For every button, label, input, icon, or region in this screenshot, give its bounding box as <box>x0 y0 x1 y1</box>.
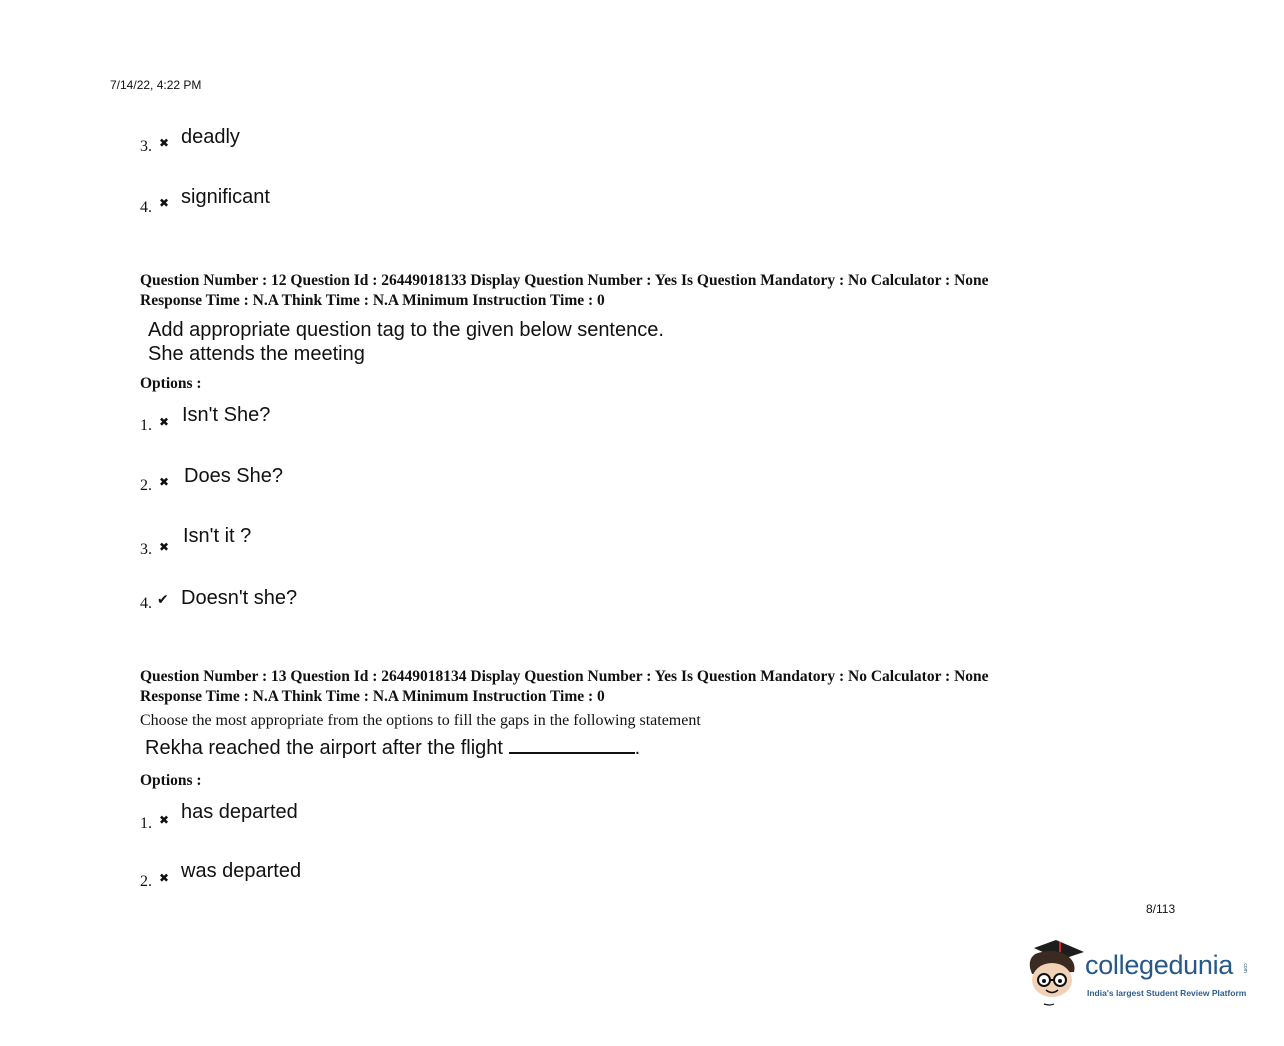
option-number: 3. <box>140 541 152 558</box>
option-text: Doesn't she? <box>181 587 298 609</box>
question-meta-line: Question Number : 12 Question Id : 26449018133 Display Question Number : Yes Is Question Mandatory : No Calculator : None <box>140 272 989 289</box>
check-icon: ✔ <box>157 592 169 608</box>
option-text: Isn't it ? <box>183 525 252 547</box>
question-text: Add appropriate question tag to the given below sentence. <box>148 319 664 341</box>
question-text: She attends the meeting <box>148 343 365 365</box>
option-number: 1. <box>140 417 152 434</box>
cross-icon: ✖ <box>159 475 170 489</box>
option-text: Isn't She? <box>182 404 271 426</box>
option-number: 4. <box>140 199 152 216</box>
cross-icon: ✖ <box>159 540 170 554</box>
option-number: 3. <box>140 138 152 155</box>
page-number: 8/113 <box>1146 902 1176 916</box>
cross-icon: ✖ <box>159 136 170 150</box>
option-text: Does She? <box>184 465 283 487</box>
question-meta-line: Response Time : N.A Think Time : N.A Minimum Instruction Time : 0 <box>140 688 605 705</box>
option-text: has departed <box>181 801 298 823</box>
question-sentence: Rekha reached the airport after the flight <box>145 737 503 759</box>
option-number: 4. <box>140 595 152 612</box>
cross-icon: ✖ <box>159 415 170 429</box>
cross-icon: ✖ <box>159 196 170 210</box>
option-text: deadly <box>181 126 240 148</box>
mascot-logo-icon <box>1024 938 1086 1008</box>
option-number: 2. <box>140 477 152 494</box>
fill-in-blank <box>509 734 635 754</box>
question-text <box>145 734 640 760</box>
options-label: Options : <box>140 772 202 789</box>
brand-logo-text: collegedunia <box>1085 950 1234 980</box>
question-meta-line: Question Number : 13 Question Id : 26449018134 Display Question Number : Yes Is Question Mandatory : No Calculator : None <box>140 668 989 685</box>
print-timestamp: 7/14/22, 4:22 PM <box>110 78 202 92</box>
sentence-end: . <box>634 737 641 759</box>
cross-icon: ✖ <box>159 813 170 827</box>
option-text: was departed <box>181 860 302 882</box>
brand-tagline: India's largest Student Review Platform <box>1087 988 1247 998</box>
question-meta-line: Response Time : N.A Think Time : N.A Minimum Instruction Time : 0 <box>140 292 605 309</box>
options-label: Options : <box>140 375 202 392</box>
option-number: 1. <box>140 815 152 832</box>
brand-logo-suffix: .com <box>1242 962 1248 973</box>
option-text: significant <box>181 186 270 208</box>
question-instruction: Choose the most appropriate from the options to fill the gaps in the following statement <box>140 712 701 729</box>
cross-icon: ✖ <box>159 871 170 885</box>
option-number: 2. <box>140 873 152 890</box>
